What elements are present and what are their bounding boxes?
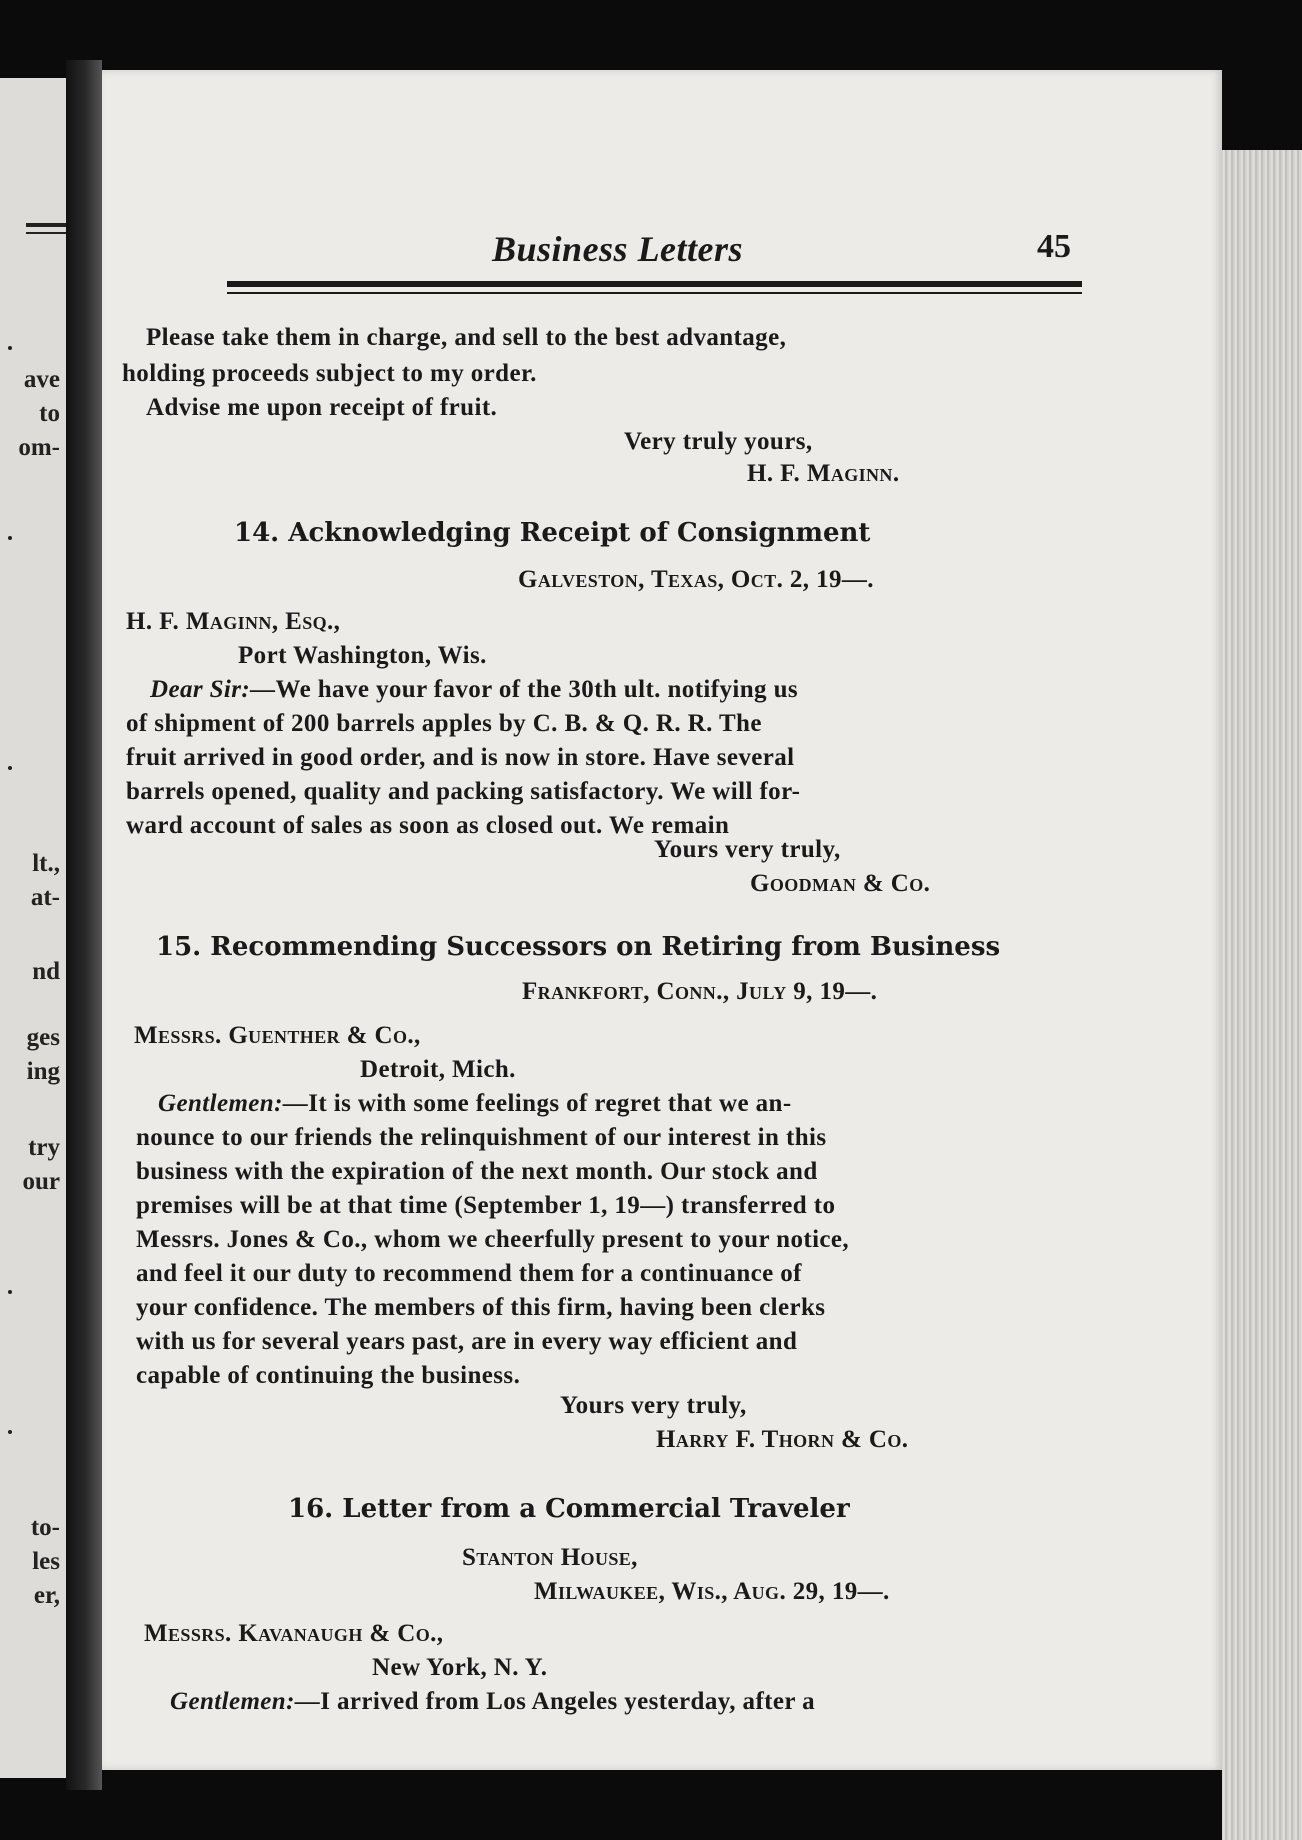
body-line: nounce to our friends the relinquishment of our interest in this bbox=[136, 1124, 827, 1151]
body-text: It is with some feelings of regret that we an- bbox=[308, 1090, 792, 1117]
letter-heading: 15. Recommending Successors on Retiring from Business bbox=[156, 932, 1001, 962]
addressee: Messrs. Guenther & Co., bbox=[134, 1022, 421, 1049]
running-head-title: Business Letters bbox=[492, 229, 744, 269]
closing: Yours very truly, bbox=[654, 836, 841, 863]
page-edge bbox=[1222, 150, 1302, 1840]
body-line: Messrs. Jones & Co., whom we cheerfully present to your notice, bbox=[136, 1226, 850, 1253]
addressee: Messrs. Kavanaugh & Co., bbox=[144, 1620, 444, 1647]
book-page bbox=[102, 70, 1222, 1770]
left-page-text: to- bbox=[30, 1514, 60, 1541]
left-page-text: try bbox=[28, 1134, 60, 1161]
addressee: H. F. Maginn, Esq., bbox=[126, 608, 341, 635]
address-line: New York, N. Y. bbox=[372, 1654, 548, 1681]
book-gutter bbox=[66, 60, 102, 1790]
address-line: Detroit, Mich. bbox=[360, 1056, 516, 1083]
letter-body-line bbox=[170, 1688, 815, 1716]
left-page-text: les bbox=[32, 1548, 60, 1575]
dateline: Galveston, Texas, Oct. 2, 19—. bbox=[518, 566, 874, 593]
left-page-dot bbox=[8, 1290, 12, 1294]
left-page-dot bbox=[8, 1430, 12, 1434]
body-line: fruit arrived in good order, and is now in store. Have several bbox=[126, 744, 795, 771]
body-line: capable of continuing the business. bbox=[136, 1362, 521, 1389]
left-page-dot bbox=[8, 766, 12, 770]
closing: Yours very truly, bbox=[560, 1392, 747, 1419]
signature: H. F. Maginn. bbox=[747, 460, 900, 487]
closing: Very truly yours, bbox=[624, 428, 813, 455]
letter-heading: 14. Acknowledging Receipt of Consignment bbox=[234, 518, 871, 548]
dateline: Milwaukee, Wis., Aug. 29, 19—. bbox=[534, 1578, 890, 1605]
header-rule-thin bbox=[227, 292, 1082, 294]
left-page-text: om- bbox=[18, 434, 60, 461]
left-page-rule bbox=[26, 232, 66, 234]
signature: Harry F. Thorn & Co. bbox=[656, 1426, 909, 1453]
left-page-rule bbox=[26, 223, 66, 227]
body-line: Please take them in charge, and sell to the best advantage, bbox=[146, 324, 787, 351]
body-line: holding proceeds subject to my order. bbox=[122, 360, 537, 387]
address-line: Port Washington, Wis. bbox=[238, 642, 487, 669]
letter-heading: 16. Letter from a Commercial Traveler bbox=[288, 1494, 850, 1524]
body-line: ward account of sales as soon as closed out. We remain bbox=[126, 812, 730, 839]
signature: Goodman & Co. bbox=[750, 870, 931, 897]
facing-page-fragment bbox=[0, 78, 66, 1778]
body-line: and feel it our duty to recommend them for a continuance of bbox=[136, 1260, 802, 1287]
body-line: your confidence. The members of this firm, having been clerks bbox=[136, 1294, 826, 1321]
header-rule bbox=[227, 281, 1082, 287]
left-page-text: ing bbox=[26, 1058, 60, 1085]
left-page-text: at- bbox=[30, 884, 60, 911]
left-page-text: lt., bbox=[32, 850, 60, 877]
body-text: I arrived from Los Angeles yesterday, after a bbox=[320, 1688, 815, 1715]
body-line: barrels opened, quality and packing satisfactory. We will for- bbox=[126, 778, 801, 805]
body-text: We have your favor of the 30th ult. notifying us bbox=[275, 676, 799, 703]
dateline: Frankfort, Conn., July 9, 19—. bbox=[522, 978, 878, 1005]
letter-body-line bbox=[150, 676, 798, 704]
left-page-dot bbox=[8, 346, 12, 350]
letter-body-line bbox=[158, 1090, 792, 1118]
body-line: of shipment of 200 barrels apples by C. B. & Q. R. R. The bbox=[126, 710, 762, 737]
salutation: Gentlemen:— bbox=[158, 1090, 309, 1117]
left-page-text: ges bbox=[26, 1024, 60, 1051]
left-page-text: ave bbox=[23, 366, 60, 393]
page-number: 45 bbox=[1037, 228, 1071, 265]
body-line: Advise me upon receipt of fruit. bbox=[146, 394, 498, 421]
left-page-text: our bbox=[22, 1168, 60, 1195]
body-line: with us for several years past, are in every way efficient and bbox=[136, 1328, 798, 1355]
left-page-dot bbox=[8, 536, 12, 540]
dateline: Stanton House, bbox=[462, 1544, 638, 1571]
left-page-text: to bbox=[39, 400, 60, 427]
body-line: premises will be at that time (September 1, 19—) transferred to bbox=[136, 1192, 836, 1219]
body-line: business with the expiration of the next month. Our stock and bbox=[136, 1158, 818, 1185]
left-page-text: nd bbox=[32, 958, 60, 985]
left-page-text: er, bbox=[33, 1582, 60, 1609]
salutation: Dear Sir:— bbox=[150, 676, 276, 703]
salutation: Gentlemen:— bbox=[170, 1688, 321, 1715]
